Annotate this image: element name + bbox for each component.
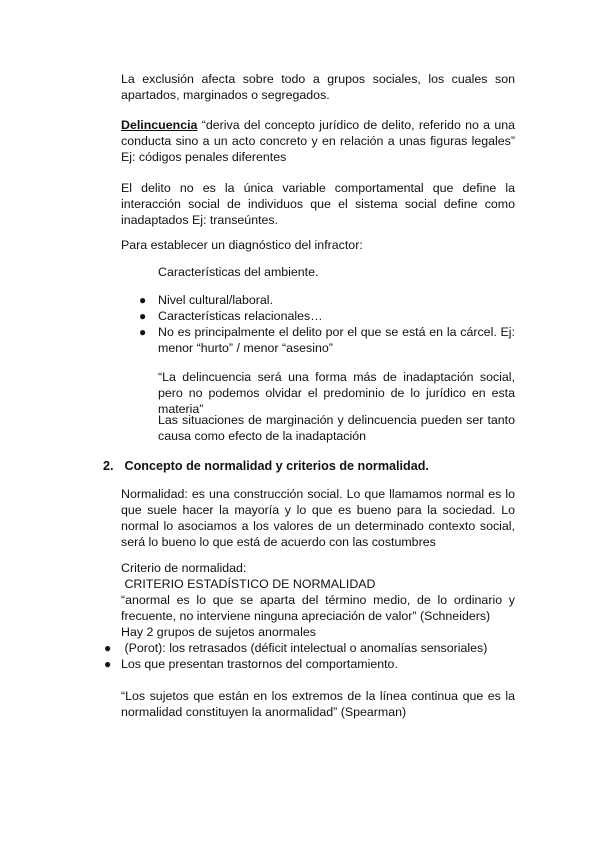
term-delincuencia: Delincuencia bbox=[121, 118, 198, 132]
list-item-text: No es principalmente el delito por el que se está en la cárcel. Ej: menor “hurto” / menor “asesino” bbox=[158, 325, 515, 355]
criterio-estadistico: CRITERIO ESTADÍSTICO DE NORMALIDAD bbox=[121, 577, 376, 591]
paragraph-marginacion: Las situaciones de marginación y delincuencia pueden ser tanto causa como efecto de la inadaptación bbox=[158, 413, 515, 443]
criterio-block bbox=[121, 560, 515, 640]
list-item bbox=[121, 292, 515, 308]
list-item-text: (Porot): los retrasados (déficit intelectual o anomalías sensoriales) bbox=[121, 641, 488, 655]
criterio-title: Criterio de normalidad: bbox=[121, 561, 247, 575]
section-heading bbox=[103, 458, 533, 474]
section-number: 2. bbox=[103, 459, 114, 473]
paragraph-delito: El delito no es la única variable comportamental que define la interacción social de individuos que el sistema social define como inadaptados Ej: transeúntes. bbox=[121, 181, 515, 227]
paragraph-exclusion: La exclusión afecta sobre todo a grupos sociales, los cuales son apartados, marginados o segregados. bbox=[121, 72, 515, 102]
bullet-icon: ● bbox=[139, 325, 147, 339]
bullet-icon: ● bbox=[104, 657, 112, 671]
list-item-text: Características relacionales… bbox=[158, 309, 323, 323]
paragraph-ambiente: Características del ambiente. bbox=[158, 265, 319, 279]
quote-delincuencia: “La delincuencia será una forma más de inadaptación social, pero no podemos olvidar el predominio de lo jurídico en esta materia” bbox=[158, 370, 515, 416]
paragraph-delincuencia bbox=[121, 117, 515, 165]
quote-spearman: “Los sujetos que están en los extremos de la línea continua que es la normalidad constituyen la anormalidad” (Spearman) bbox=[121, 689, 515, 719]
bullet-icon: ● bbox=[139, 293, 147, 307]
list-item-text: Los que presentan trastornos del comportamiento. bbox=[121, 657, 398, 671]
list-item bbox=[121, 324, 515, 356]
delincuencia-definition: “deriva del concepto jurídico de delito, referido no a una conducta sino a un acto concreto y en relación a unas figuras legales” Ej: códigos penales diferentes bbox=[121, 118, 515, 164]
section-title: Concepto de normalidad y criterios de normalidad. bbox=[124, 459, 429, 473]
bullet-list-infractor bbox=[121, 292, 515, 356]
list-item bbox=[104, 656, 524, 672]
bullet-list-anormales bbox=[104, 640, 524, 672]
list-item bbox=[104, 640, 524, 656]
list-item bbox=[121, 308, 515, 324]
criterio-quote: “anormal es lo que se aparta del término medio, de lo ordinario y frecuente, no interviene ninguna apreciación de valor” (Schneiders) bbox=[121, 593, 515, 623]
list-item-text: Nivel cultural/laboral. bbox=[158, 293, 274, 307]
bullet-icon: ● bbox=[139, 309, 147, 323]
bullet-icon: ● bbox=[104, 641, 112, 655]
paragraph-diagnostico: Para establecer un diagnóstico del infractor: bbox=[121, 238, 363, 252]
grupos-anormales: Hay 2 grupos de sujetos anormales bbox=[121, 625, 316, 639]
paragraph-normalidad: Normalidad: es una construcción social. Lo que llamamos normal es lo que suele hacer la mayoría y lo que es bueno para la sociedad. Lo normal lo asociamos a los valores de un determinado contexto social, será lo bueno lo que está de acuerdo con las costumbres bbox=[121, 487, 515, 549]
